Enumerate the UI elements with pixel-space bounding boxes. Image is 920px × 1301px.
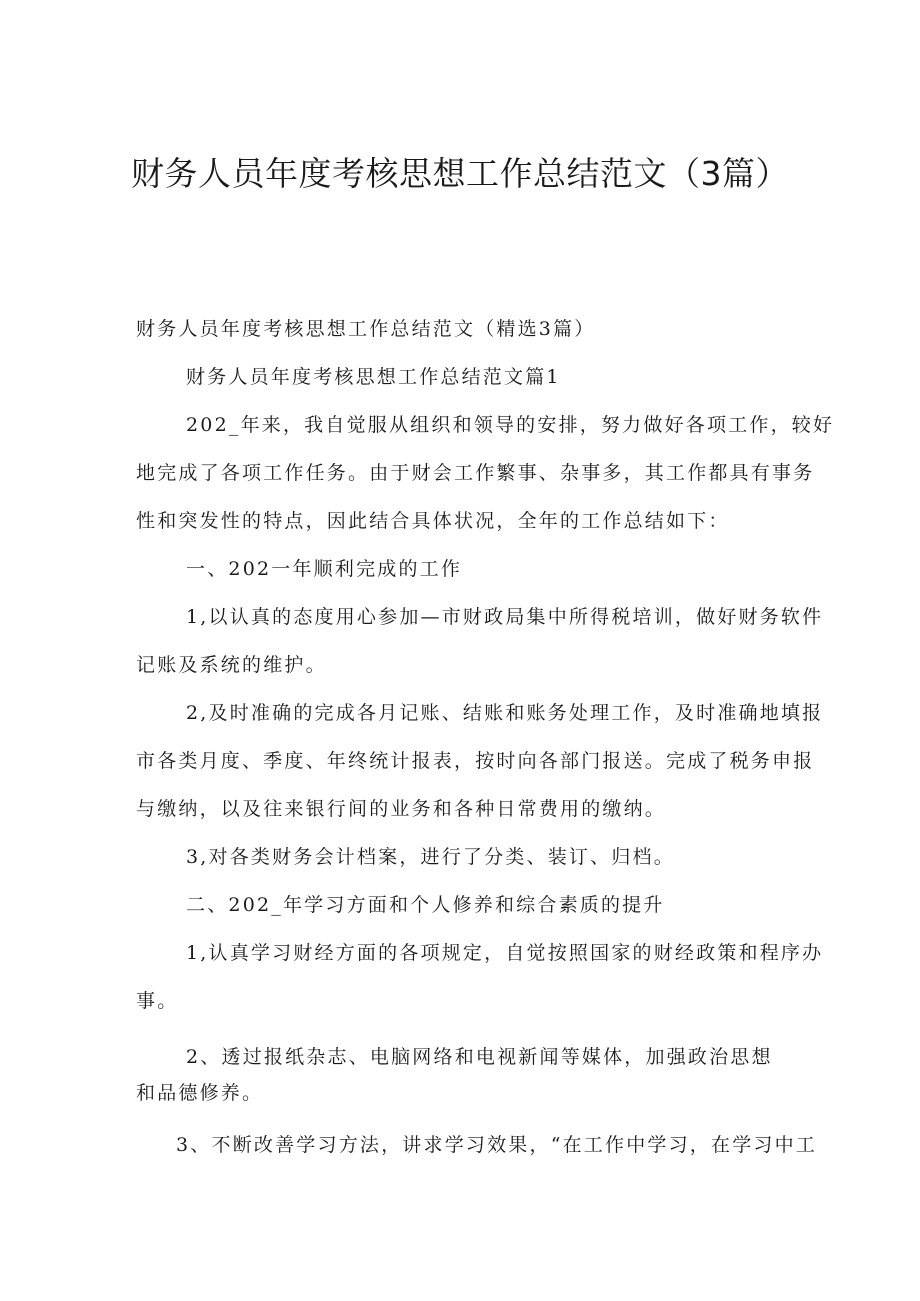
section-heading: 财务人员年度考核思想工作总结范文篇1	[186, 366, 561, 388]
paragraph-line: 性和突发性的特点，因此结合具体状况，全年的工作总结如下：	[136, 510, 730, 532]
paragraph-line: 市各类月度、季度、年终统计报表，按时向各部门报送。完成了税务申报	[136, 750, 815, 772]
paragraph-line: 和品德修养。	[136, 1082, 264, 1104]
paragraph-line: 3、不断改善学习方法，讲求学习效果，“在工作中学习，在学习中工	[176, 1134, 818, 1156]
paragraph-line: 1,以认真的态度用心参加—市财政局集中所得税培训，做好财务软件	[186, 606, 824, 628]
paragraph-line: 3,对各类财务会计档案，进行了分类、装订、归档。	[186, 846, 675, 868]
list-heading: 一、202一年顺利完成的工作	[186, 558, 463, 580]
paragraph-line: 2,及时准确的完成各月记账、结账和账务处理工作，及时准确地填报	[186, 702, 824, 724]
paragraph-line: 与缴纳，以及往来银行间的业务和各种日常费用的缴纳。	[136, 798, 667, 820]
list-heading: 二、202_年学习方面和个人修养和综合素质的提升	[186, 894, 665, 916]
paragraph-line: 202_年来，我自觉服从组织和领导的安排，努力做好各项工作，较好	[186, 414, 835, 436]
document-subtitle: 财务人员年度考核思想工作总结范文（精选3篇）	[136, 318, 596, 340]
paragraph-line: 记账及系统的维护。	[136, 654, 327, 676]
paragraph-line: 1,认真学习财经方面的各项规定，自觉按照国家的财经政策和程序办	[186, 942, 824, 964]
document-title: 财务人员年度考核思想工作总结范文（3篇）	[131, 154, 789, 193]
paragraph-line: 2、透过报纸杂志、电脑网络和电视新闻等媒体，加强政治思想	[186, 1046, 773, 1068]
paragraph-line: 地完成了各项工作任务。由于财会工作繁事、杂事多，其工作都具有事务	[136, 462, 815, 484]
paragraph-line: 事。	[136, 990, 179, 1012]
